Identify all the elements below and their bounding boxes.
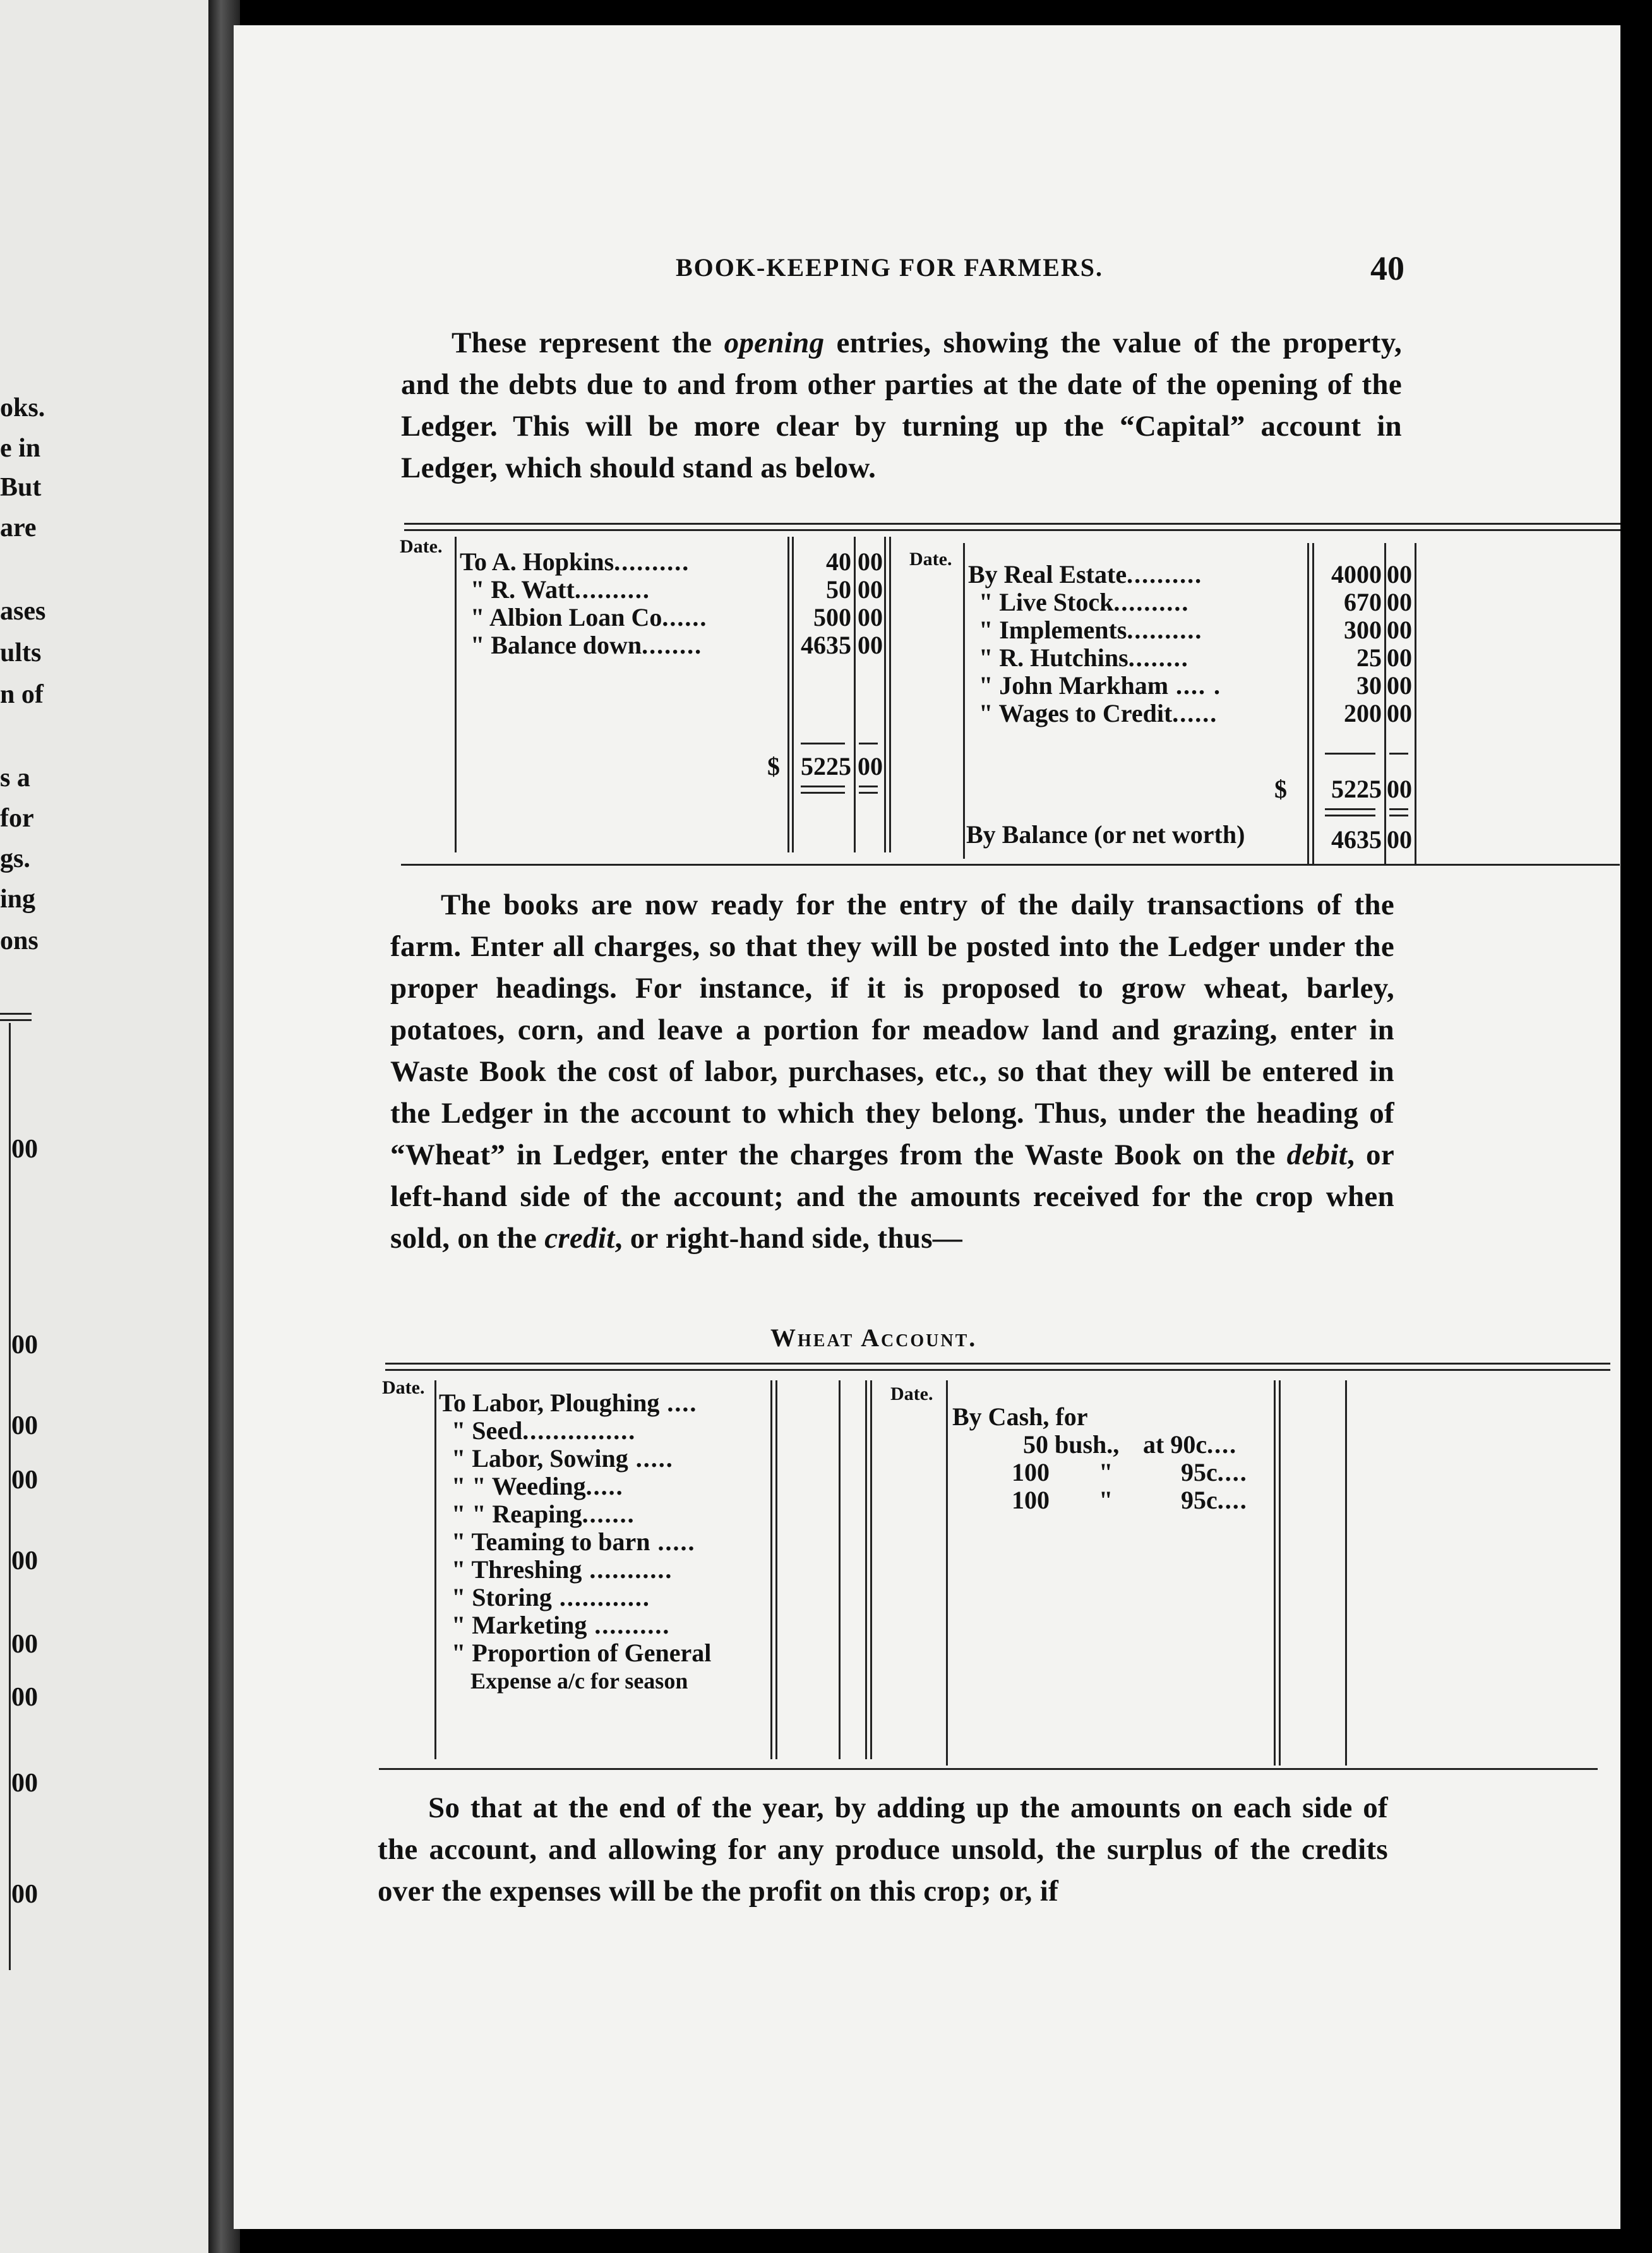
double-rule [1389, 808, 1408, 810]
date-label: Date. [909, 549, 952, 570]
running-header [234, 249, 1620, 290]
para2-italic-debit: debit [1286, 1138, 1348, 1171]
previous-page-edge [0, 0, 208, 2253]
wheat-account-caption: Wheat Account. [770, 1324, 978, 1352]
double-rule [859, 786, 878, 787]
debit-dollars: 50 [826, 575, 851, 604]
credit-entry: " R. Hutchins........ [979, 643, 1189, 672]
credit-dollars: 670 [1344, 588, 1382, 616]
total-symbol: $ [1274, 775, 1287, 803]
debit-cents: 00 [858, 575, 883, 604]
credit-entry: " John Markham .... . [979, 671, 1222, 700]
total-symbol: $ [767, 752, 780, 780]
credit-cents: 00 [1387, 643, 1412, 672]
double-rule [1389, 815, 1408, 816]
sum-rule [1325, 753, 1375, 755]
para1-text: These represent the [452, 326, 724, 359]
para1-text-cont: entries, showing the value of the property, and the debts due to and from other parties at the date of the opening of the Ledger. This will be more clear by turning up the “Capital” account in Ledger, which should stand as below. [401, 326, 1403, 484]
wheat-debit-entry: " Teaming to barn ..... [452, 1527, 696, 1556]
balance-dollars: 4635 [1331, 825, 1382, 854]
debit-dollars: 4635 [801, 631, 851, 659]
debit-entry: To A. Hopkins.......... [460, 547, 690, 576]
ditto-mark: " [1099, 1486, 1113, 1514]
column-rule [1415, 543, 1416, 865]
date-label: Date. [400, 536, 443, 557]
credit-cents: 00 [1387, 699, 1412, 727]
credit-entry: " Implements.......... [979, 616, 1203, 644]
ditto-mark: " [1099, 1458, 1113, 1486]
para2-text-end: , or right-hand side, thus— [614, 1222, 963, 1255]
wheat-credit-qty: 100 [1012, 1486, 1050, 1514]
left-amount: 00 [11, 1769, 38, 1798]
wheat-debit-entry: " Threshing ........... [452, 1555, 673, 1584]
debit-total-dollars: 5225 [801, 752, 851, 780]
column-rule [1345, 1380, 1347, 1766]
table-top-rule [404, 523, 1620, 525]
sum-rule [1389, 753, 1408, 755]
table-bottom-rule [401, 864, 1620, 866]
wheat-debit-entry: To Labor, Ploughing .... [439, 1389, 698, 1417]
left-rule [0, 1019, 32, 1021]
date-label: Date. [890, 1383, 933, 1404]
column-rule [963, 543, 965, 859]
debit-dollars: 40 [826, 547, 851, 576]
wheat-debit-entry: " Seed............... [452, 1416, 637, 1445]
column-rule [770, 1380, 772, 1759]
table-top-rule [404, 529, 1620, 531]
wheat-credit-header: By Cash, for [952, 1402, 1088, 1431]
wheat-debit-entry: " Labor, Sowing ..... [452, 1444, 674, 1473]
wheat-account-table [234, 1358, 1620, 1787]
paragraph-daily-transactions [390, 884, 1394, 1259]
left-amount: 00 [11, 1411, 38, 1440]
para2-text: The books are now ready for the entry of the daily transactions of the farm. Enter all charges, so that they will be posted into the Ledger under the proper headings. For instance, if it is proposed to grow wheat, barley, potatoes, corn, and leave a portion for meadow land and grazing, enter in Waste Book the cost of labor, purchases, etc., so that they will be entered in the Ledger in the account to which they belong. Thus, under the heading of “Wheat” in Ledger, enter the charges from the Waste Book on the [390, 888, 1394, 1171]
left-amount: 00 [11, 1683, 38, 1712]
wheat-debit-entry: " Marketing .......... [452, 1611, 671, 1639]
wheat-debit-entry: Expense a/c for season [470, 1668, 688, 1694]
debit-entry: " Albion Loan Co...... [470, 603, 708, 631]
balance-cents: 00 [1387, 825, 1412, 854]
credit-cents: 00 [1387, 588, 1412, 616]
date-label: Date. [382, 1377, 425, 1398]
credit-cents: 00 [1387, 616, 1412, 644]
wheat-debit-entry: " Proportion of General [452, 1639, 712, 1667]
wheat-credit-rate: 95c.... [1181, 1458, 1248, 1486]
credit-entry: " Wages to Credit...... [979, 699, 1218, 727]
para1-italic: opening [724, 326, 825, 359]
wheat-debit-entry: " Storing ............ [452, 1583, 650, 1611]
column-rule [865, 1380, 867, 1759]
left-fragment: s a [0, 763, 30, 792]
credit-dollars: 4000 [1331, 560, 1382, 589]
debit-entry: " R. Watt.......... [470, 575, 650, 604]
debit-cents: 00 [858, 631, 883, 659]
wheat-debit-entry: " " Weeding..... [452, 1472, 624, 1500]
page-number: 40 [1370, 249, 1404, 287]
double-rule [1325, 815, 1375, 816]
left-fragment: ases [0, 597, 46, 626]
para3-text: So that at the end of the year, by adding up the amounts on each side of the account, and allowing for any produce unsold, the surplus of the credits over the expenses will be the profit on this crop; or, if [378, 1791, 1388, 1908]
credit-dollars: 200 [1344, 699, 1382, 727]
left-amount: 00 [11, 1880, 38, 1909]
left-fragment: ults [0, 638, 42, 667]
double-rule [801, 786, 845, 787]
left-amount: 00 [11, 1330, 38, 1360]
left-amount: 00 [11, 1135, 38, 1164]
column-rule [1384, 543, 1386, 865]
running-title: BOOK-KEEPING FOR FARMERS. [676, 253, 1104, 282]
credit-total-dollars: 5225 [1331, 775, 1382, 803]
debit-cents: 00 [858, 547, 883, 576]
left-fragment: are [0, 513, 37, 542]
paragraph-opening-entries [401, 322, 1402, 489]
credit-entry: By Real Estate.......... [968, 560, 1203, 589]
double-rule [801, 792, 845, 794]
book-page [234, 25, 1620, 2229]
credit-cents: 00 [1387, 671, 1412, 700]
column-rule [946, 1380, 948, 1766]
column-rule [1274, 1380, 1276, 1766]
left-rule [0, 1013, 32, 1015]
double-rule [1325, 808, 1375, 810]
column-rule [775, 1380, 777, 1759]
capital-account-table [234, 518, 1620, 897]
column-rule [884, 537, 886, 852]
column-rule [434, 1380, 436, 1759]
paragraph-end-of-year [378, 1787, 1388, 1912]
debit-cents: 00 [858, 603, 883, 631]
left-column-line [9, 1023, 11, 1970]
wheat-credit-rate: at 90c.... [1143, 1430, 1238, 1459]
table-top-rule [385, 1369, 1610, 1371]
table-top-rule [385, 1363, 1610, 1365]
column-rule [1307, 543, 1309, 865]
credit-total-cents: 00 [1387, 775, 1412, 803]
balance-entry: By Balance (or net worth) [966, 820, 1245, 849]
left-fragment: gs. [0, 844, 30, 873]
wheat-debit-entry: " " Reaping....... [452, 1500, 635, 1528]
left-amount: 00 [11, 1546, 38, 1575]
credit-dollars: 30 [1356, 671, 1382, 700]
left-fragment: ons [0, 926, 39, 955]
left-fragment: ing [0, 885, 36, 914]
credit-cents: 00 [1387, 560, 1412, 589]
left-fragment: oks. [0, 393, 45, 422]
column-rule [854, 537, 856, 852]
wheat-credit-qty: 50 bush., [1023, 1430, 1120, 1459]
credit-dollars: 300 [1344, 616, 1382, 644]
debit-dollars: 500 [813, 603, 851, 631]
double-rule [859, 792, 878, 794]
debit-entry: " Balance down........ [470, 631, 703, 659]
left-fragment: But [0, 473, 42, 502]
left-fragment: n of [0, 680, 44, 709]
left-amount: 00 [11, 1466, 38, 1495]
table-bottom-rule [379, 1768, 1598, 1770]
left-fragment: e in [0, 434, 41, 463]
para2-italic-credit: credit [544, 1222, 615, 1255]
column-rule [870, 1380, 872, 1759]
sum-rule [801, 743, 845, 744]
column-rule [889, 537, 891, 852]
column-rule [839, 1380, 841, 1759]
left-fragment: for [0, 804, 34, 833]
credit-dollars: 25 [1356, 643, 1382, 672]
wheat-credit-rate: 95c.... [1181, 1486, 1248, 1514]
left-amount: 00 [11, 1630, 38, 1659]
credit-entry: " Live Stock.......... [979, 588, 1190, 616]
wheat-credit-qty: 100 [1012, 1458, 1050, 1486]
sum-rule [859, 743, 878, 744]
column-rule [1279, 1380, 1281, 1766]
debit-total-cents: 00 [858, 752, 883, 780]
para2-text-cont: , or left-hand side of the account; and the amounts received for the crop when sold, on the [390, 1138, 1394, 1255]
column-rule [455, 537, 457, 852]
